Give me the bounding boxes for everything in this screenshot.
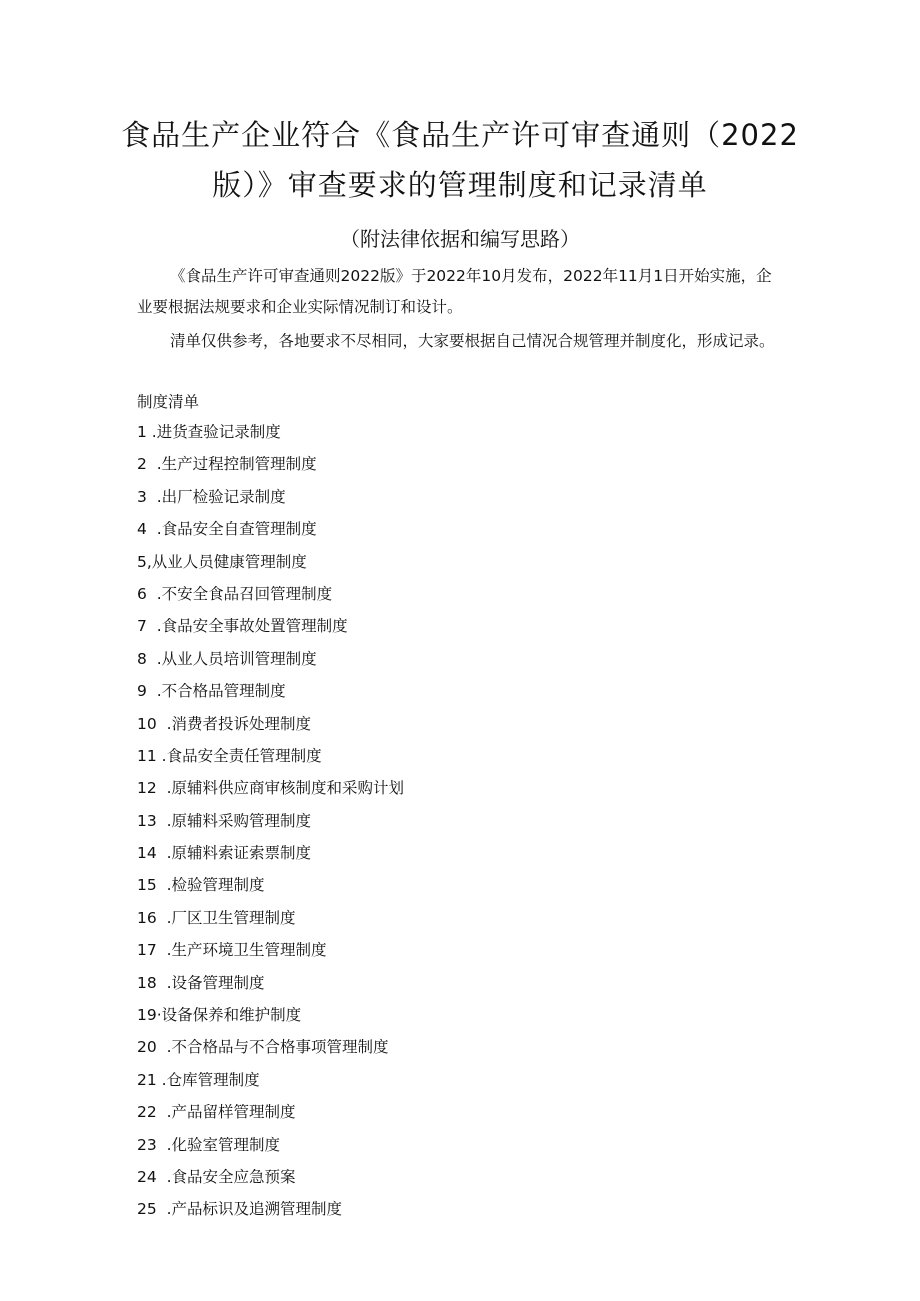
system-list — [137, 418, 404, 1228]
list-item: 23 .化验室管理制度 — [137, 1135, 281, 1154]
list-item: 20 .不合格品与不合格事项管理制度 — [137, 1038, 389, 1057]
list-item: 17 .生产环境卫生管理制度 — [137, 941, 327, 960]
list-item: 9 .不合格品管理制度 — [137, 682, 286, 701]
list-item: 10 .消费者投诉处理制度 — [137, 714, 312, 733]
document-subtitle: （附法律依据和编写思路） — [340, 227, 580, 251]
list-item: 7 .食品安全事故处置管理制度 — [137, 617, 348, 636]
list-item: 22 .产品留样管理制度 — [137, 1103, 296, 1122]
note-paragraph: 清单仅供参考，各地要求不尽相同，大家要根据自己情况合规管理并制度化，形成记录。 — [170, 332, 775, 350]
document-title-line-1: 食品生产企业符合《食品生产许可审查通则（2022 — [121, 118, 799, 152]
intro-paragraph: 《食品生产许可审查通则2022版》于2022年10月发布，2022年11月1日开始实施，企业要根据法规要求和企业实际情况制订和设计。 — [137, 267, 772, 316]
list-item: 13 .原辅料采购管理制度 — [137, 811, 312, 830]
list-item: 12 .原辅料供应商审核制度和采购计划 — [137, 779, 405, 798]
list-item: 14 .原辅料索证索票制度 — [137, 844, 312, 863]
list-item: 15 .检验管理制度 — [137, 876, 265, 895]
list-item: 1 .进货查验记录制度 — [137, 423, 281, 441]
list-item: 8 .从业人员培训管理制度 — [137, 649, 317, 668]
document-title-line-2: 版）》审查要求的管理制度和记录清单 — [212, 168, 708, 202]
list-item: 16 .厂区卫生管理制度 — [137, 908, 296, 927]
list-item: 2 .生产过程控制管理制度 — [137, 455, 317, 474]
list-item: 18 .设备管理制度 — [137, 973, 265, 992]
list-item: 4 .食品安全自查管理制度 — [137, 520, 317, 539]
list-item: 3 .出厂检验记录制度 — [137, 487, 286, 506]
list-item: 25 .产品标识及追溯管理制度 — [137, 1200, 343, 1219]
list-item: 5,从业人员健康管理制度 — [137, 552, 307, 571]
list-heading: 制度清单 — [137, 393, 200, 411]
list-item: 11 .食品安全责任管理制度 — [137, 746, 322, 765]
list-item: 19·设备保养和维护制度 — [137, 1006, 302, 1025]
list-item: 6 .不安全食品召回管理制度 — [137, 584, 333, 603]
list-item: 21 .仓库管理制度 — [137, 1070, 260, 1089]
list-item: 24 .食品安全应急预案 — [137, 1167, 296, 1186]
